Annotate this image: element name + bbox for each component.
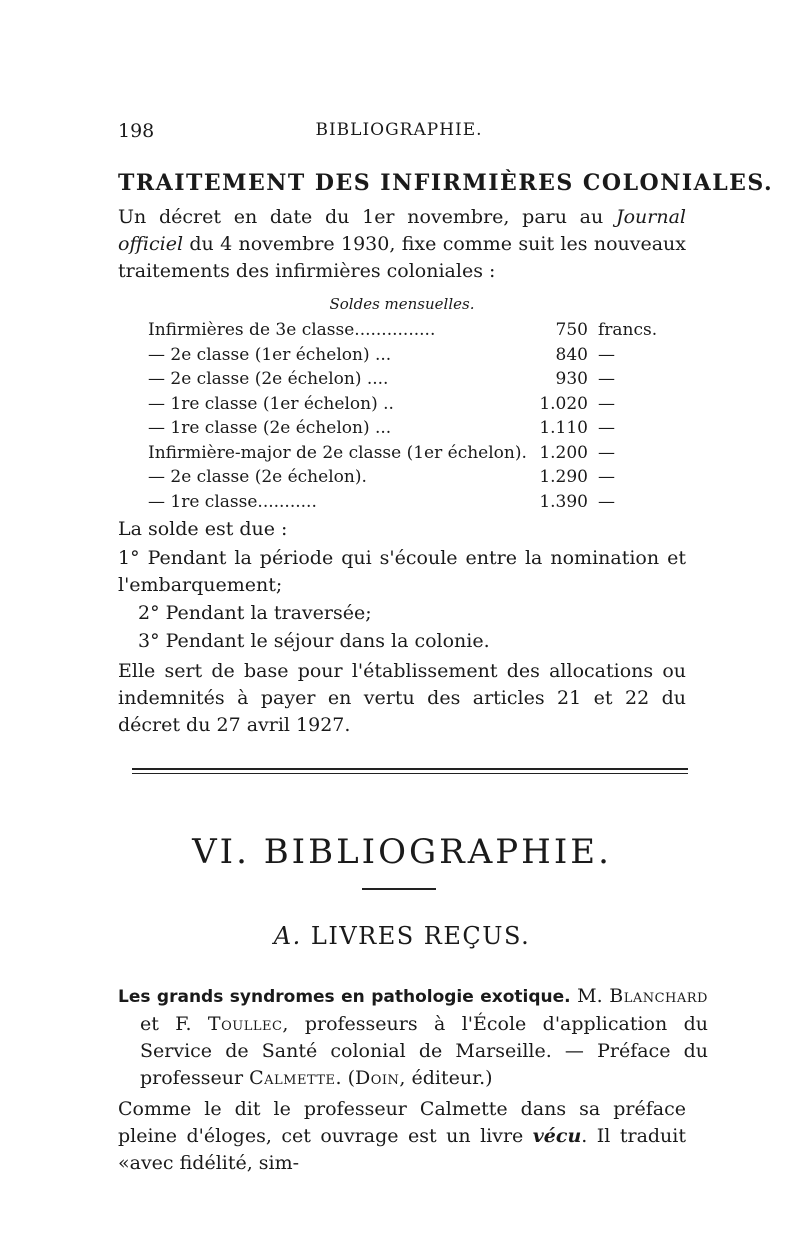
salary-label: — 1re classe (2e échelon) ...: [148, 418, 392, 438]
salary-label: — 2e classe (2e échelon) ....: [148, 369, 389, 389]
sub-title-text: LIVRES REÇUS.: [301, 922, 531, 950]
section-title: TRAITEMENT DES INFIRMIÈRES COLONIALES.: [118, 170, 774, 196]
salary-row: [148, 369, 668, 394]
salary-row: [148, 418, 668, 443]
author-name: Blanchard: [609, 985, 708, 1007]
salary-unit: —: [598, 344, 615, 365]
publisher-name: Doin: [355, 1067, 400, 1089]
salary-label: — 1re classe (1er échelon) ..: [148, 393, 394, 414]
biblio-text: et F.: [140, 1013, 208, 1035]
salary-label: Infirmière-major de 2e classe (1er échelon).: [148, 442, 527, 463]
salary-amount: 930: [555, 369, 588, 389]
salary-unit: —: [598, 393, 615, 414]
salary-amount: 1.200: [539, 442, 588, 463]
comme-paragraph: [118, 1096, 686, 1177]
soldes-heading: Soldes mensuelles.: [329, 295, 475, 313]
salary-row: [148, 467, 668, 492]
comme-text-1: Comme le dit le professeur Calmette dans sa préface pleine d'éloges, cet ouvrage est un livre: [118, 1098, 686, 1147]
salary-unit: francs.: [598, 320, 658, 340]
running-head: [118, 120, 680, 144]
sub-title-letter: A.: [273, 922, 302, 950]
salary-unit: —: [598, 418, 615, 438]
salary-amount: 840: [555, 344, 588, 365]
book-title: Les grands syndromes en pathologie exotique.: [118, 987, 571, 1007]
list-item: 3° Pendant le séjour dans la colonie.: [138, 630, 490, 652]
author-name: Calmette: [249, 1067, 336, 1089]
journal-title: Journal officiel: [118, 206, 686, 255]
salary-amount: 1.110: [539, 418, 588, 438]
salary-unit: —: [598, 491, 615, 512]
list-item: 1° Pendant la période qui s'écoule entre la nomination et l'embarquement;: [118, 547, 686, 596]
biblio-text: , éditeur.): [399, 1067, 493, 1089]
salary-amount: 1.390: [539, 491, 588, 512]
salary-unit: —: [598, 369, 615, 389]
salary-row: [148, 394, 668, 419]
page-number: 198: [118, 120, 155, 142]
salary-amount: 750: [555, 320, 588, 340]
salary-row: [148, 320, 668, 345]
salary-unit: —: [598, 467, 615, 487]
biblio-text: M.: [570, 985, 610, 1007]
running-title: BIBLIOGRAPHIE.: [315, 120, 483, 140]
intro-paragraph: [118, 204, 686, 285]
intro-text-1: Un décret en date du 1er novembre, paru au: [118, 206, 616, 228]
salary-label: Infirmières de 3e classe...............: [148, 320, 436, 340]
comme-text-2: . Il traduit «avec fidélité, sim-: [118, 1125, 687, 1174]
author-name: Toullec: [207, 1013, 283, 1035]
short-divider: [362, 888, 436, 890]
sub-title: [118, 922, 686, 950]
salary-label: — 2e classe (2e échelon).: [148, 467, 367, 487]
chapter-title: VI. BIBLIOGRAPHIE.: [192, 832, 612, 872]
salary-row: [148, 345, 668, 370]
biblio-text: , professeurs à l'École d'application du Service de Santé colonial de Marseille. — Préface du professeur: [140, 1013, 708, 1089]
base-paragraph: Elle sert de base pour l'établissement des allocations ou indemnités à payer en vertu des articles 21 et 22 du décret du 27 avril 1927.: [118, 660, 686, 736]
salary-row: [148, 492, 668, 517]
salary-amount: 1.020: [539, 393, 588, 414]
section-divider: [132, 768, 688, 774]
solde-due-line: La solde est due :: [118, 518, 288, 540]
biblio-text: . (: [335, 1067, 356, 1089]
salary-unit: —: [598, 442, 615, 463]
intro-text-2: du 4 novembre 1930, fixe comme suit les nouveaux traitements des infirmières coloniales :: [118, 233, 686, 282]
emphasis-vecu: vécu: [532, 1125, 582, 1147]
salary-row: [148, 443, 668, 468]
salary-label: — 2e classe (1er échelon) ...: [148, 344, 392, 365]
list-item: 2° Pendant la traversée;: [138, 602, 372, 624]
bibliography-entry: [118, 983, 708, 1092]
salary-amount: 1.290: [539, 467, 588, 487]
salary-table: [148, 320, 668, 516]
salary-label: — 1re classe...........: [148, 491, 317, 512]
